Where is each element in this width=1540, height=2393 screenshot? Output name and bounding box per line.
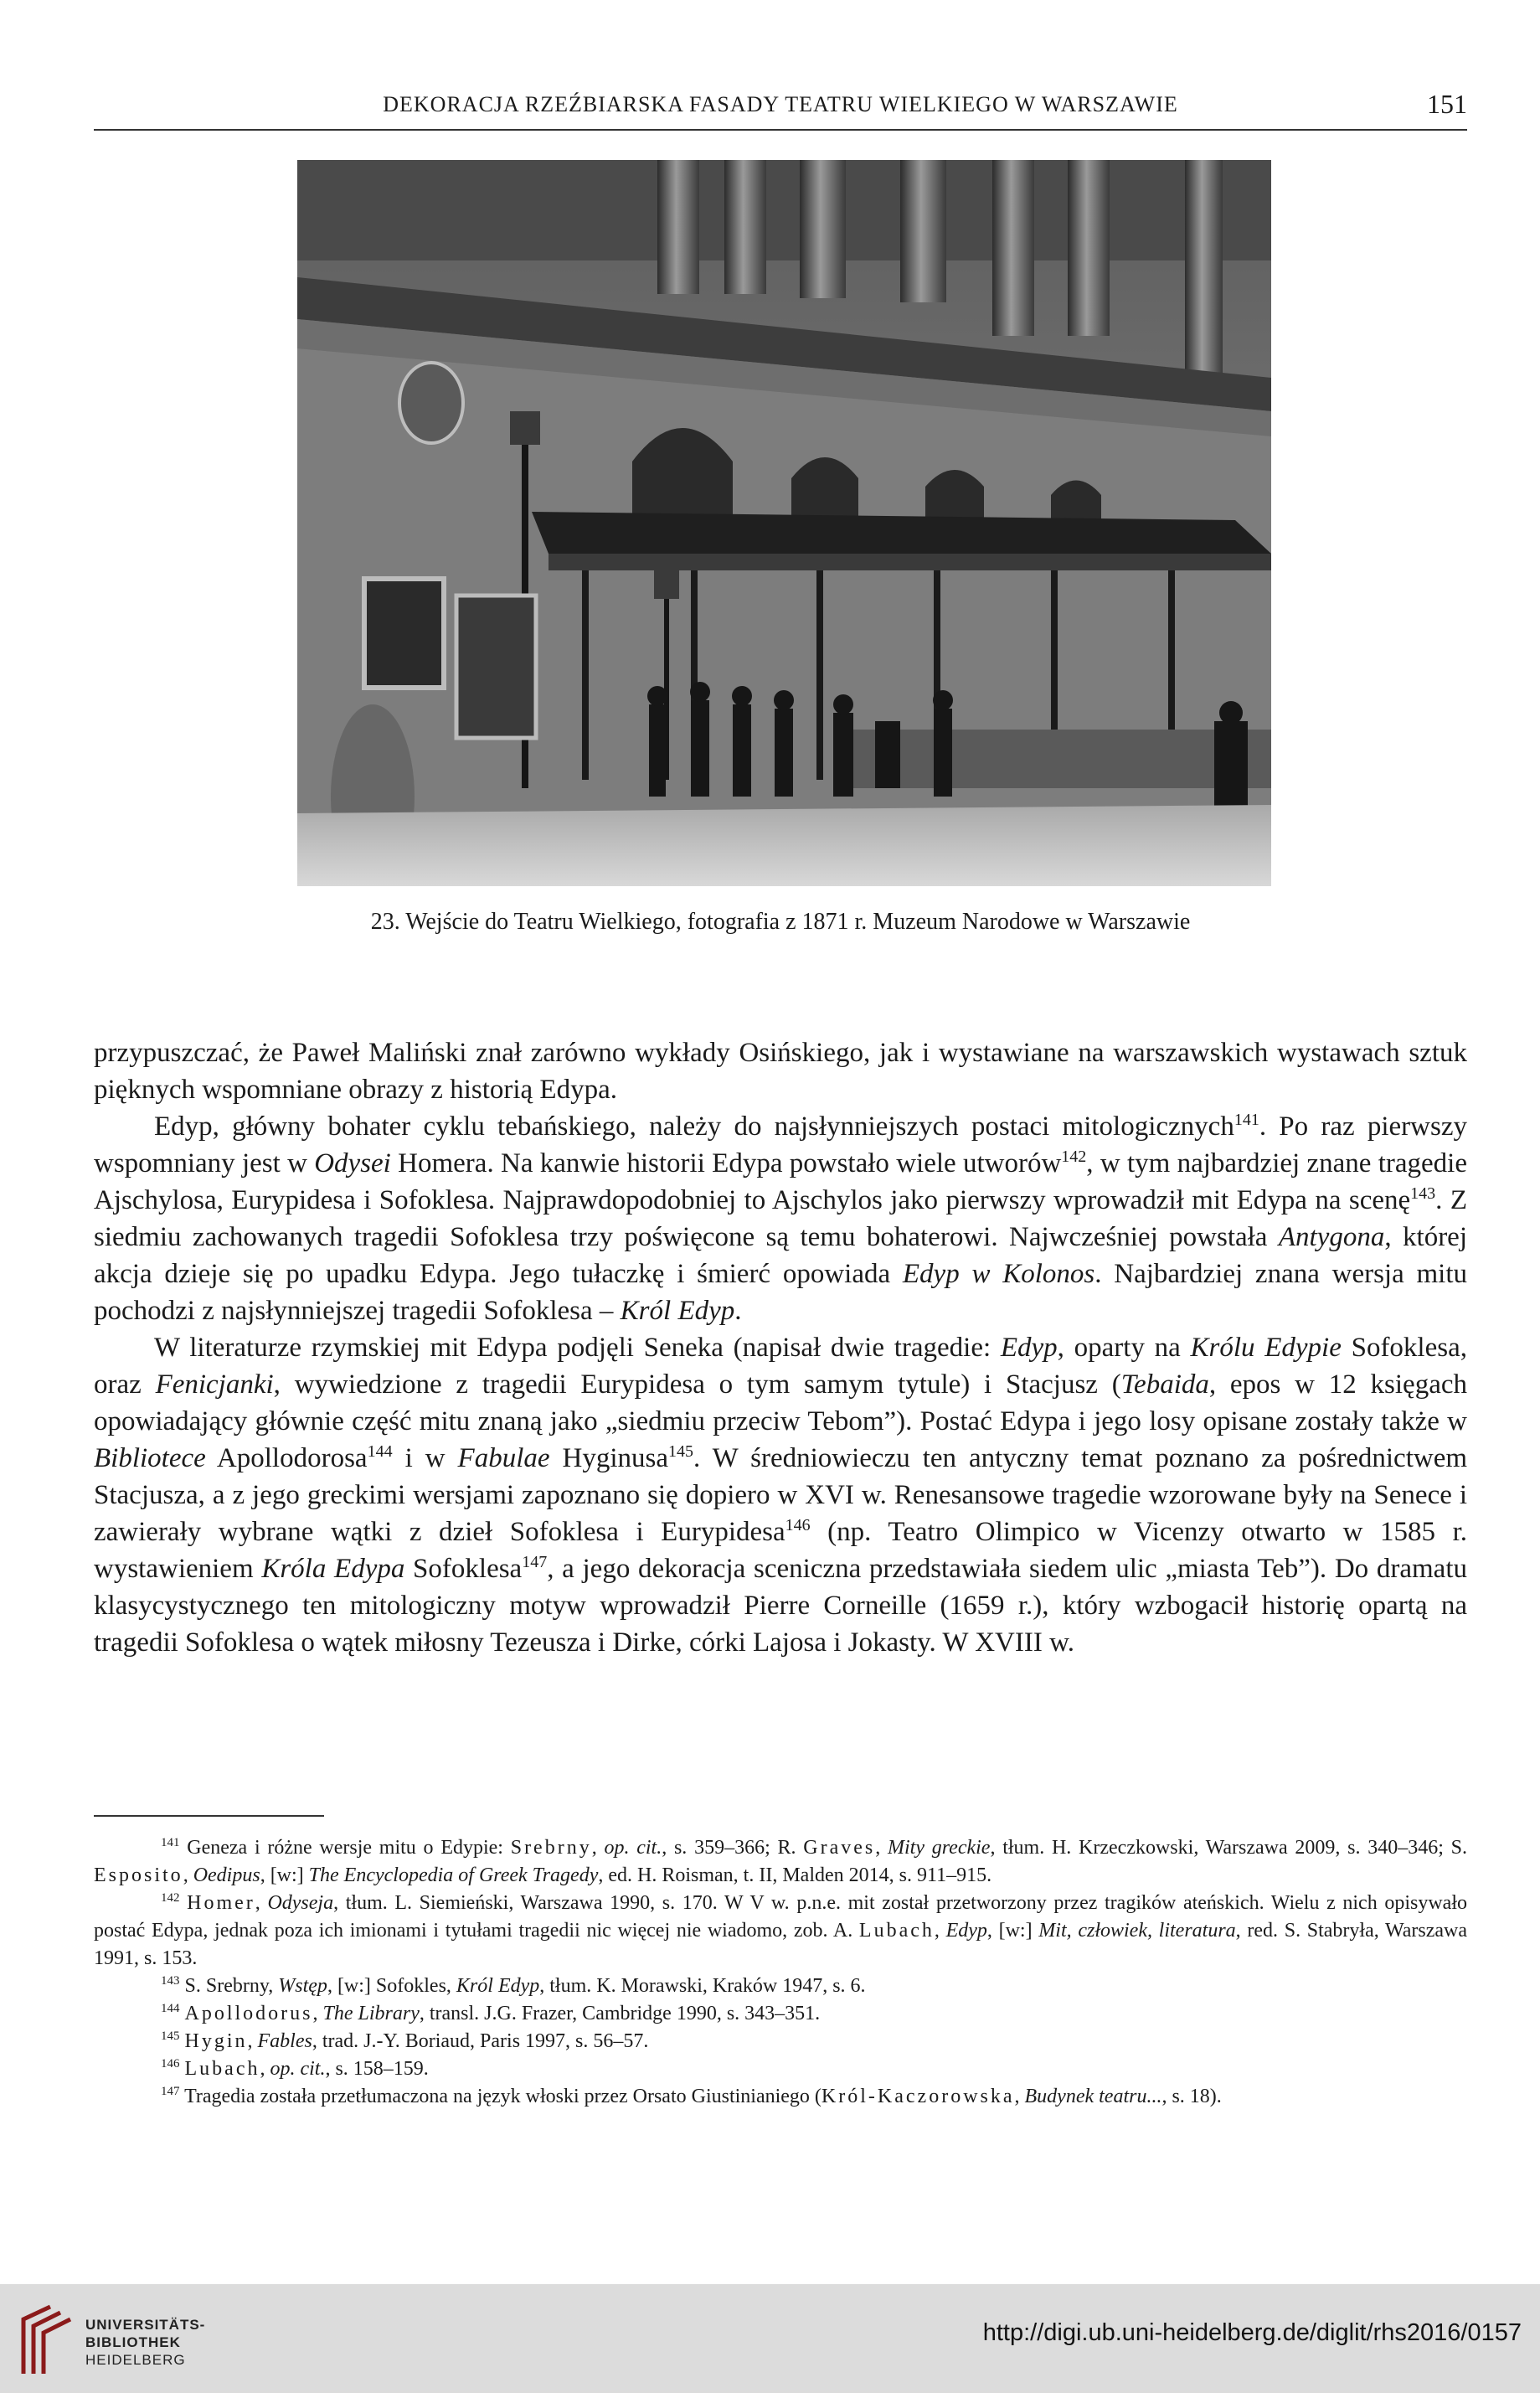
text-run: , xyxy=(247,2030,258,2052)
italic-text: Wstęp xyxy=(278,1975,327,1997)
paragraph-1: przypuszczać, że Paweł Maliński znał zarówno wykłady Osińskiego, jak i wystawiane na warszawskich wystawach sztuk pięknych wspomniane obrazy z historią Edypa. xyxy=(94,1038,1467,1105)
footnote-ref: 144 xyxy=(367,1442,393,1461)
author-name: Apollodorus xyxy=(184,2003,313,2024)
italic-text: Króla Edypa xyxy=(261,1554,405,1584)
text-run: , epos w 12 księgach opowiadający głównie część mitu znaną jako „siedmiu przeciw Tebom”). Postać Edypa i jego losy opisane zostały także w xyxy=(94,1369,1467,1436)
footer-band xyxy=(0,2284,1540,2393)
text-run: , w tym najbardziej znane tragedie Ajschylosa, Eurypidesa i Sofoklesa. Najprawdopodobniej to Ajschylos jako pierwszy wprowadził mit Edypa na scenę xyxy=(94,1148,1467,1215)
footnote-145 xyxy=(94,2028,1467,2055)
library-logo-text xyxy=(85,2316,205,2369)
text-run: Geneza i różne wersje mitu o Edypie: xyxy=(179,1837,511,1859)
italic-text: Budynek teatru... xyxy=(1024,2086,1162,2107)
italic-text: Antygona xyxy=(1278,1222,1385,1252)
logo-line-2: BIBLIOTHEK xyxy=(85,2334,181,2350)
italic-text: Fabulae xyxy=(457,1443,550,1473)
footnote-147 xyxy=(94,2083,1467,2111)
text-run xyxy=(180,1892,188,1914)
text-run: , s. 359–366; R. xyxy=(662,1837,804,1859)
paragraph-2 xyxy=(94,1108,1467,1329)
text-run: , xyxy=(591,1837,605,1859)
text-run: , transl. J.G. Frazer, Cambridge 1990, s. 343–351. xyxy=(419,2003,821,2024)
text-run: Sofoklesa xyxy=(404,1554,523,1584)
page-number: 151 xyxy=(1427,89,1467,119)
logo-line-1: UNIVERSITÄTS- xyxy=(85,2317,206,2333)
text-run: , której akcja dzieje się po upadku Edypa. Jego tułaczkę i śmierć opowiada xyxy=(94,1222,1467,1289)
italic-text: Mit, człowiek, literatura xyxy=(1038,1920,1236,1942)
text-run: , xyxy=(934,1920,946,1942)
body-text xyxy=(94,1034,1467,1661)
text-run: , a jego dekoracja sceniczna przedstawiała siedem ulic „miasta Teb”). Do dramatu klasycystycznego ten mitologiczny motyw wprowadził Pierre Corneille (1659 r.), który wzbogacił historię opartą na tragedii Sofoklesa o wątek miłosny Tezeusza i Dirke, córki Lajosa i Jokasty. W XVIII w. xyxy=(94,1554,1467,1658)
footnote-separator xyxy=(94,1815,324,1817)
footnote-ref: 142 xyxy=(161,1891,180,1905)
photograph-theatre-entrance xyxy=(297,160,1271,886)
text-run: , xyxy=(312,2003,323,2024)
footnote-ref: 144 xyxy=(161,2002,180,2015)
footnote-144 xyxy=(94,2000,1467,2028)
text-run: Homera. Na kanwie historii Edypa powstało wiele utworów xyxy=(390,1148,1062,1178)
footnote-ref: 141 xyxy=(1234,1111,1259,1129)
text-run: , ed. H. Roisman, t. II, Malden 2014, s. 911–915. xyxy=(598,1864,992,1886)
text-run: . Z siedmiu zachowanych tragedii Sofoklesa trzy poświęcone są temu bohaterowi. Najwcześniej powstała xyxy=(94,1185,1467,1252)
italic-text: Fables xyxy=(257,2030,312,2052)
text-run: S. Srebrny, xyxy=(179,1975,279,1997)
author-name: Graves xyxy=(803,1837,876,1859)
text-run: W literaturze rzymskiej mit Edypa podjęli Seneka (napisał dwie tragedie: xyxy=(154,1333,1001,1363)
footnote-ref: 146 xyxy=(785,1516,811,1534)
italic-text: op. cit. xyxy=(604,1837,662,1859)
footnote-141 xyxy=(94,1834,1467,1890)
footnote-ref: 145 xyxy=(667,1442,693,1461)
text-run: , [w:] xyxy=(986,1920,1039,1942)
italic-text: Odysei xyxy=(314,1148,391,1178)
photo-illustration xyxy=(297,160,1271,886)
footnote-142 xyxy=(94,1890,1467,1973)
text-run: , wywiedzione z tragedii Eurypidesa o tym samym tytule) i Stacjusz ( xyxy=(273,1369,1121,1400)
text-run: , xyxy=(1014,2086,1025,2107)
footnote-143 xyxy=(94,1973,1467,2000)
text-run: , tłum. K. Morawski, Kraków 1947, s. 6. xyxy=(539,1975,866,1997)
italic-text: The Encyclopedia of Greek Tragedy xyxy=(308,1864,599,1886)
logo-line-3: HEIDELBERG xyxy=(85,2352,186,2368)
author-name: Lubach xyxy=(184,2058,260,2080)
italic-text: Edyp xyxy=(945,1920,987,1942)
footnote-146 xyxy=(94,2055,1467,2083)
author-name: Homer xyxy=(187,1892,255,1914)
italic-text: Król Edyp xyxy=(456,1975,540,1997)
text-run: (np. Teatro Olimpico w Vicenzy otwarto w 1585 r. wystawieniem xyxy=(94,1517,1467,1584)
footnote-ref: 143 xyxy=(161,1974,180,1988)
italic-text: op. cit. xyxy=(270,2058,326,2080)
text-run: , xyxy=(255,1892,268,1914)
library-logo-icon xyxy=(17,2303,77,2378)
italic-text: Bibliotece xyxy=(94,1443,206,1473)
italic-text: Fenicjanki xyxy=(155,1369,274,1400)
footnote-ref: 143 xyxy=(1410,1184,1436,1203)
text-run: , xyxy=(183,1864,193,1886)
author-name: Król-Kaczorowska xyxy=(821,2086,1015,2107)
author-name: Srebrny xyxy=(510,1837,592,1859)
text-run: . Po raz pierwszy wspomniany jest w xyxy=(94,1111,1467,1178)
italic-text: Królu Edypie xyxy=(1190,1333,1342,1363)
footnote-ref: 141 xyxy=(161,1836,180,1849)
paragraph-3 xyxy=(94,1329,1467,1661)
text-run: Edyp, główny bohater cyklu tebańskiego, należy do najsłynniejszych postaci mitologicznych xyxy=(154,1111,1234,1142)
text-run: , xyxy=(875,1837,888,1859)
text-run: , xyxy=(260,2058,270,2080)
footnote-ref: 147 xyxy=(522,1553,548,1571)
text-run: , s. 158–159. xyxy=(325,2058,429,2080)
running-title: DEKORACJA RZEŹBIARSKA FASADY TEATRU WIELKIEGO W WARSZAWIE xyxy=(383,92,1178,116)
text-run: , red. S. Stabryła, Warszawa 1991, s. 153. xyxy=(94,1920,1468,1969)
footnote-ref: 145 xyxy=(161,2029,180,2043)
italic-text: Odyseja xyxy=(267,1892,334,1914)
author-name: Hygin xyxy=(184,2030,248,2052)
footnote-ref: 147 xyxy=(161,2085,180,2098)
text-run: , s. 18). xyxy=(1161,2086,1222,2107)
author-name: Esposito xyxy=(94,1864,183,1886)
text-run: , tłum. L. Siemieński, Warszawa 1990, s. 170. W V w. p.n.e. mit został przetworzony przez tragików ateńskich. Wielu z nich opisywało postać Edypa, jednak poza ich imionami i tytułami tragedii nic więcej nie wiadomo, zob. A. xyxy=(94,1892,1468,1942)
italic-text: Tebaida xyxy=(1120,1369,1209,1400)
text-run: i w xyxy=(392,1443,458,1473)
page-header xyxy=(94,87,1467,131)
text-run: Tragedia została przetłumaczona na język włoski przez Orsato Giustinianiego ( xyxy=(179,2086,822,2107)
italic-text: Król Edyp xyxy=(620,1296,735,1326)
italic-text: Edyp xyxy=(1000,1333,1058,1363)
italic-text: The Library xyxy=(322,2003,420,2024)
footnotes xyxy=(94,1834,1467,2111)
text-run: Apollodorosa xyxy=(205,1443,368,1473)
text-run: Sofoklesa, oraz xyxy=(94,1333,1467,1400)
footnote-ref: 142 xyxy=(1061,1148,1087,1166)
footnote-ref: 146 xyxy=(161,2057,180,2071)
text-run: , trad. J.-Y. Boriaud, Paris 1997, s. 56–57. xyxy=(312,2030,649,2052)
text-run: , tłum. H. Krzeczkowski, Warszawa 2009, s. 340–346; S. xyxy=(990,1837,1468,1859)
figure-caption: 23. Wejście do Teatru Wielkiego, fotografia z 1871 r. Muzeum Narodowe w Warszawie xyxy=(370,909,1191,935)
italic-text: Oedipus xyxy=(193,1864,260,1886)
text-run: Hyginusa xyxy=(549,1443,668,1473)
italic-text: Edyp w Kolonos xyxy=(902,1259,1095,1289)
text-run: , oparty na xyxy=(1057,1333,1191,1363)
text-run: . xyxy=(734,1296,742,1326)
italic-text: Mity greckie xyxy=(887,1837,991,1859)
text-run: . W średniowieczu ten antyczny temat poznano za pośrednictwem Stacjusza, a z jego greckimi wersjami zapoznano się dopiero w XVI w. Renesansowe tragedie wzorowane były na Senece i zawierały wybrane wątki z dzieł Sofoklesa i Eurypidesa xyxy=(94,1443,1468,1547)
author-name: Lubach xyxy=(858,1920,935,1942)
text-run: , [w:] xyxy=(260,1864,309,1886)
text-run: , [w:] Sofokles, xyxy=(327,1975,456,1997)
text-run: . Najbardziej znana wersja mitu pochodzi z najsłynniejszej tragedii Sofoklesa – xyxy=(94,1259,1468,1326)
source-url[interactable]: http://digi.ub.uni-heidelberg.de/diglit/rhs2016/0157 xyxy=(982,2319,1522,2346)
